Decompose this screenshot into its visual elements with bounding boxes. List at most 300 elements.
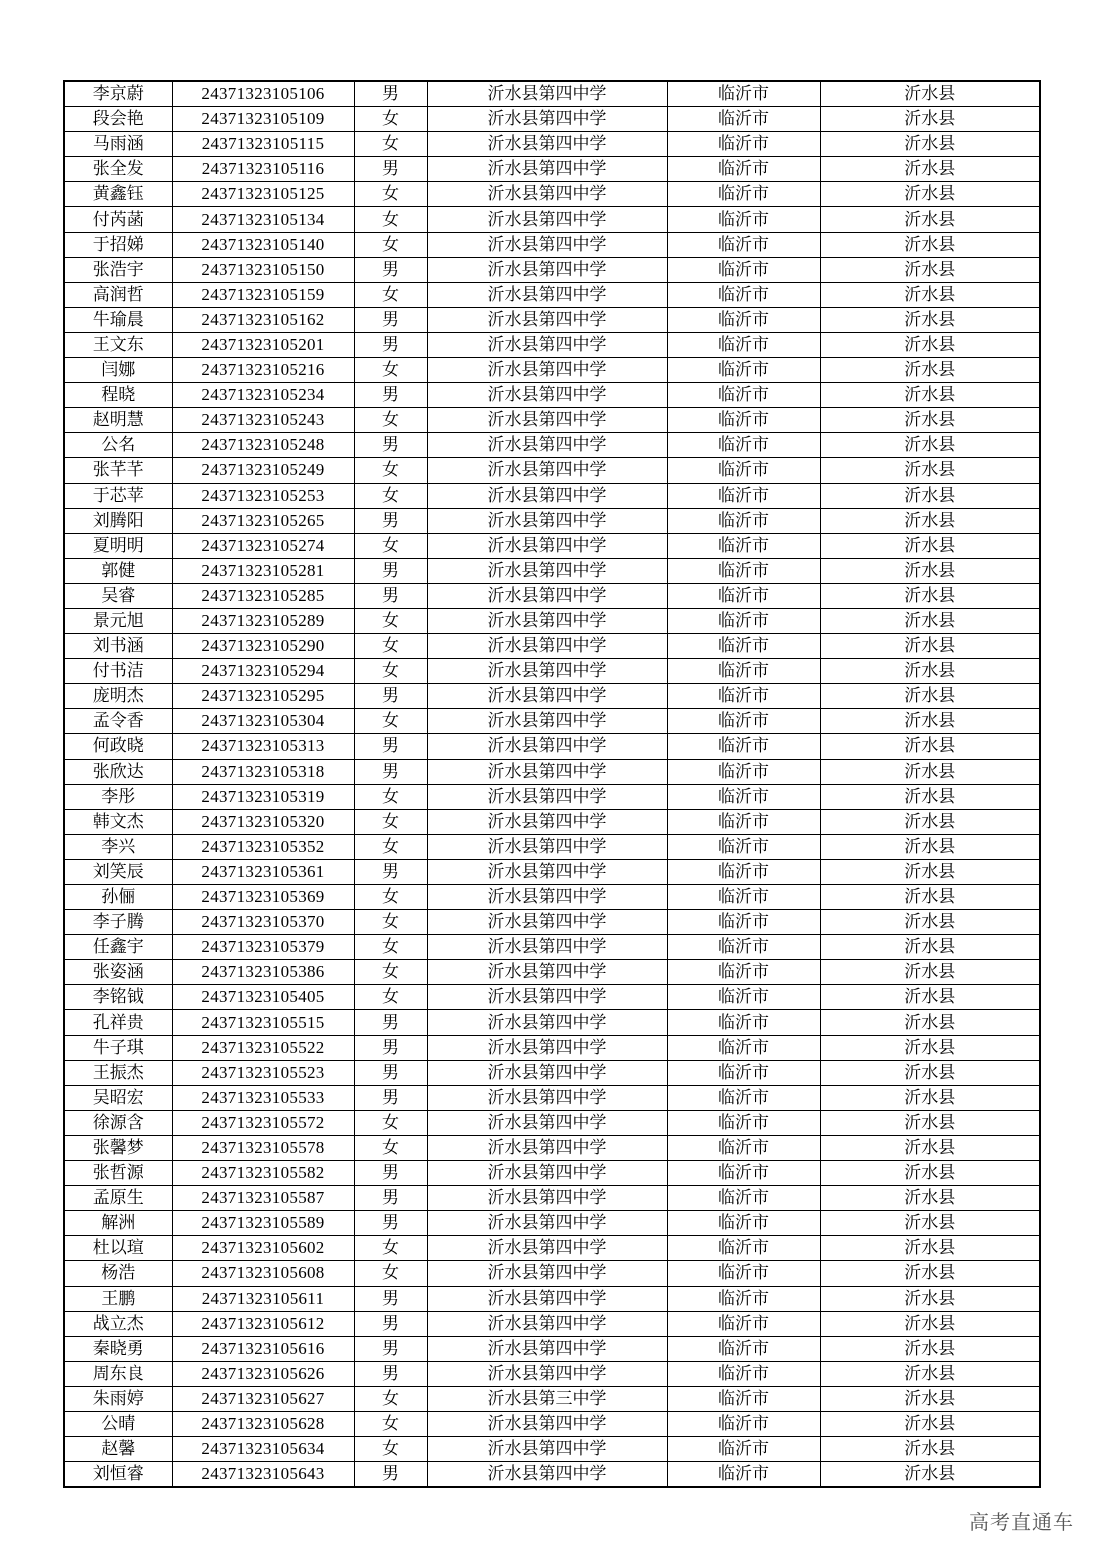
cell-gender: 男 — [354, 1186, 427, 1211]
cell-exam-number: 24371323105159 — [172, 282, 354, 307]
cell-city: 临沂市 — [667, 634, 820, 659]
cell-school: 沂水县第四中学 — [427, 81, 667, 107]
table-row — [64, 1085, 1040, 1110]
cell-student-name: 孔祥贵 — [64, 1010, 172, 1035]
cell-gender: 男 — [354, 1462, 427, 1488]
cell-school: 沂水县第四中学 — [427, 558, 667, 583]
cell-exam-number: 24371323105522 — [172, 1035, 354, 1060]
cell-county: 沂水县 — [820, 157, 1040, 182]
cell-school: 沂水县第四中学 — [427, 709, 667, 734]
cell-city: 临沂市 — [667, 1261, 820, 1286]
cell-city: 临沂市 — [667, 207, 820, 232]
cell-exam-number: 24371323105352 — [172, 834, 354, 859]
cell-city: 临沂市 — [667, 784, 820, 809]
cell-exam-number: 24371323105140 — [172, 232, 354, 257]
cell-county: 沂水县 — [820, 408, 1040, 433]
table-row — [64, 232, 1040, 257]
cell-gender: 男 — [354, 558, 427, 583]
cell-gender: 男 — [354, 1161, 427, 1186]
cell-exam-number: 24371323105294 — [172, 659, 354, 684]
cell-county: 沂水县 — [820, 859, 1040, 884]
cell-exam-number: 24371323105608 — [172, 1261, 354, 1286]
cell-student-name: 韩文杰 — [64, 809, 172, 834]
cell-city: 临沂市 — [667, 483, 820, 508]
cell-school: 沂水县第四中学 — [427, 684, 667, 709]
cell-gender: 男 — [354, 583, 427, 608]
cell-exam-number: 24371323105515 — [172, 1010, 354, 1035]
cell-school: 沂水县第四中学 — [427, 634, 667, 659]
cell-school: 沂水县第四中学 — [427, 1010, 667, 1035]
table-row — [64, 157, 1040, 182]
cell-gender: 男 — [354, 859, 427, 884]
cell-student-name: 李京蔚 — [64, 81, 172, 107]
table-row — [64, 408, 1040, 433]
cell-county: 沂水县 — [820, 1336, 1040, 1361]
cell-gender: 女 — [354, 533, 427, 558]
cell-city: 临沂市 — [667, 1110, 820, 1135]
cell-county: 沂水县 — [820, 960, 1040, 985]
cell-gender: 男 — [354, 1311, 427, 1336]
table-row — [64, 659, 1040, 684]
cell-city: 临沂市 — [667, 458, 820, 483]
cell-exam-number: 24371323105289 — [172, 608, 354, 633]
cell-gender: 男 — [354, 157, 427, 182]
cell-county: 沂水县 — [820, 307, 1040, 332]
cell-city: 临沂市 — [667, 232, 820, 257]
cell-exam-number: 24371323105523 — [172, 1060, 354, 1085]
cell-gender: 女 — [354, 207, 427, 232]
cell-city: 临沂市 — [667, 307, 820, 332]
cell-school: 沂水县第四中学 — [427, 458, 667, 483]
table-row — [64, 885, 1040, 910]
cell-school: 沂水县第四中学 — [427, 734, 667, 759]
cell-exam-number: 24371323105405 — [172, 985, 354, 1010]
cell-city: 临沂市 — [667, 1010, 820, 1035]
cell-county: 沂水县 — [820, 684, 1040, 709]
cell-school: 沂水县第四中学 — [427, 910, 667, 935]
cell-gender: 女 — [354, 1411, 427, 1436]
cell-school: 沂水县第四中学 — [427, 232, 667, 257]
cell-student-name: 刘笑辰 — [64, 859, 172, 884]
cell-county: 沂水县 — [820, 383, 1040, 408]
cell-city: 临沂市 — [667, 157, 820, 182]
cell-exam-number: 24371323105265 — [172, 508, 354, 533]
table-row — [64, 483, 1040, 508]
cell-city: 临沂市 — [667, 132, 820, 157]
table-row — [64, 1336, 1040, 1361]
cell-school: 沂水县第四中学 — [427, 1161, 667, 1186]
cell-county: 沂水县 — [820, 332, 1040, 357]
cell-student-name: 于招娣 — [64, 232, 172, 257]
cell-county: 沂水县 — [820, 1110, 1040, 1135]
cell-school: 沂水县第四中学 — [427, 383, 667, 408]
cell-student-name: 战立杰 — [64, 1311, 172, 1336]
cell-city: 临沂市 — [667, 709, 820, 734]
cell-county: 沂水县 — [820, 784, 1040, 809]
table-row — [64, 132, 1040, 157]
table-row — [64, 1110, 1040, 1135]
table-row — [64, 1361, 1040, 1386]
cell-exam-number: 24371323105319 — [172, 784, 354, 809]
cell-city: 临沂市 — [667, 734, 820, 759]
cell-exam-number: 24371323105361 — [172, 859, 354, 884]
table-row — [64, 1311, 1040, 1336]
cell-exam-number: 24371323105234 — [172, 383, 354, 408]
cell-school: 沂水县第四中学 — [427, 282, 667, 307]
cell-school: 沂水县第四中学 — [427, 408, 667, 433]
cell-school: 沂水县第四中学 — [427, 759, 667, 784]
cell-student-name: 张浩宇 — [64, 257, 172, 282]
cell-county: 沂水县 — [820, 182, 1040, 207]
cell-student-name: 刘书涵 — [64, 634, 172, 659]
cell-school: 沂水县第四中学 — [427, 1035, 667, 1060]
cell-county: 沂水县 — [820, 1035, 1040, 1060]
cell-student-name: 付书洁 — [64, 659, 172, 684]
cell-student-name: 张姿涵 — [64, 960, 172, 985]
cell-exam-number: 24371323105320 — [172, 809, 354, 834]
cell-county: 沂水县 — [820, 734, 1040, 759]
cell-exam-number: 24371323105643 — [172, 1462, 354, 1488]
cell-gender: 女 — [354, 985, 427, 1010]
table-row — [64, 81, 1040, 107]
cell-county: 沂水县 — [820, 1411, 1040, 1436]
cell-county: 沂水县 — [820, 458, 1040, 483]
cell-exam-number: 24371323105116 — [172, 157, 354, 182]
cell-gender: 女 — [354, 1261, 427, 1286]
cell-school: 沂水县第四中学 — [427, 1135, 667, 1160]
cell-city: 临沂市 — [667, 1211, 820, 1236]
cell-exam-number: 24371323105587 — [172, 1186, 354, 1211]
cell-city: 临沂市 — [667, 1311, 820, 1336]
cell-gender: 女 — [354, 784, 427, 809]
cell-county: 沂水县 — [820, 558, 1040, 583]
table-row — [64, 1135, 1040, 1160]
cell-student-name: 周东良 — [64, 1361, 172, 1386]
cell-school: 沂水县第四中学 — [427, 207, 667, 232]
cell-gender: 女 — [354, 282, 427, 307]
cell-gender: 男 — [354, 1085, 427, 1110]
cell-gender: 女 — [354, 809, 427, 834]
table-row — [64, 107, 1040, 132]
cell-student-name: 任鑫宇 — [64, 935, 172, 960]
cell-city: 临沂市 — [667, 910, 820, 935]
cell-school: 沂水县第四中学 — [427, 1060, 667, 1085]
cell-exam-number: 24371323105611 — [172, 1286, 354, 1311]
cell-school: 沂水县第四中学 — [427, 433, 667, 458]
table-row — [64, 1286, 1040, 1311]
cell-county: 沂水县 — [820, 583, 1040, 608]
cell-gender: 女 — [354, 834, 427, 859]
cell-city: 临沂市 — [667, 107, 820, 132]
cell-student-name: 杨浩 — [64, 1261, 172, 1286]
table-row — [64, 1186, 1040, 1211]
cell-student-name: 李兴 — [64, 834, 172, 859]
cell-county: 沂水县 — [820, 107, 1040, 132]
cell-gender: 女 — [354, 358, 427, 383]
cell-county: 沂水县 — [820, 1462, 1040, 1488]
cell-city: 临沂市 — [667, 960, 820, 985]
cell-school: 沂水县第四中学 — [427, 608, 667, 633]
cell-gender: 男 — [354, 734, 427, 759]
cell-county: 沂水县 — [820, 659, 1040, 684]
cell-county: 沂水县 — [820, 1135, 1040, 1160]
cell-city: 临沂市 — [667, 1336, 820, 1361]
cell-county: 沂水县 — [820, 1161, 1040, 1186]
cell-exam-number: 24371323105106 — [172, 81, 354, 107]
cell-student-name: 徐源含 — [64, 1110, 172, 1135]
cell-student-name: 景元旭 — [64, 608, 172, 633]
cell-county: 沂水县 — [820, 834, 1040, 859]
table-row — [64, 910, 1040, 935]
cell-county: 沂水县 — [820, 608, 1040, 633]
cell-school: 沂水县第四中学 — [427, 1411, 667, 1436]
table-row — [64, 257, 1040, 282]
cell-student-name: 李彤 — [64, 784, 172, 809]
cell-school: 沂水县第四中学 — [427, 583, 667, 608]
table-row — [64, 1411, 1040, 1436]
cell-school: 沂水县第四中学 — [427, 508, 667, 533]
cell-city: 临沂市 — [667, 1286, 820, 1311]
cell-gender: 男 — [354, 383, 427, 408]
table-row — [64, 1261, 1040, 1286]
cell-county: 沂水县 — [820, 1236, 1040, 1261]
cell-city: 临沂市 — [667, 1035, 820, 1060]
cell-student-name: 马雨涵 — [64, 132, 172, 157]
cell-city: 临沂市 — [667, 1161, 820, 1186]
cell-school: 沂水县第四中学 — [427, 659, 667, 684]
cell-student-name: 牛瑜晨 — [64, 307, 172, 332]
cell-school: 沂水县第四中学 — [427, 257, 667, 282]
cell-city: 临沂市 — [667, 433, 820, 458]
cell-exam-number: 24371323105616 — [172, 1336, 354, 1361]
cell-city: 临沂市 — [667, 608, 820, 633]
cell-city: 临沂市 — [667, 834, 820, 859]
cell-city: 临沂市 — [667, 1135, 820, 1160]
cell-city: 临沂市 — [667, 1462, 820, 1488]
cell-county: 沂水县 — [820, 1186, 1040, 1211]
table-row — [64, 458, 1040, 483]
cell-gender: 女 — [354, 107, 427, 132]
cell-student-name: 付芮菡 — [64, 207, 172, 232]
cell-school: 沂水县第四中学 — [427, 1462, 667, 1488]
cell-school: 沂水县第四中学 — [427, 834, 667, 859]
cell-student-name: 孙俪 — [64, 885, 172, 910]
cell-school: 沂水县第四中学 — [427, 935, 667, 960]
cell-county: 沂水县 — [820, 1437, 1040, 1462]
cell-city: 临沂市 — [667, 659, 820, 684]
cell-exam-number: 24371323105626 — [172, 1361, 354, 1386]
cell-city: 临沂市 — [667, 358, 820, 383]
cell-city: 临沂市 — [667, 859, 820, 884]
cell-gender: 女 — [354, 910, 427, 935]
cell-gender: 女 — [354, 885, 427, 910]
cell-county: 沂水县 — [820, 1386, 1040, 1411]
cell-city: 临沂市 — [667, 1236, 820, 1261]
table-row — [64, 433, 1040, 458]
cell-student-name: 秦晓勇 — [64, 1336, 172, 1361]
table-row — [64, 985, 1040, 1010]
cell-school: 沂水县第四中学 — [427, 1085, 667, 1110]
cell-city: 临沂市 — [667, 1386, 820, 1411]
cell-student-name: 王文东 — [64, 332, 172, 357]
cell-school: 沂水县第四中学 — [427, 132, 667, 157]
table-row — [64, 734, 1040, 759]
cell-student-name: 刘恒睿 — [64, 1462, 172, 1488]
cell-student-name: 解洲 — [64, 1211, 172, 1236]
cell-gender: 女 — [354, 1110, 427, 1135]
cell-county: 沂水县 — [820, 935, 1040, 960]
cell-exam-number: 24371323105274 — [172, 533, 354, 558]
cell-city: 临沂市 — [667, 583, 820, 608]
cell-city: 临沂市 — [667, 257, 820, 282]
cell-exam-number: 24371323105313 — [172, 734, 354, 759]
cell-county: 沂水县 — [820, 985, 1040, 1010]
cell-exam-number: 24371323105150 — [172, 257, 354, 282]
cell-county: 沂水县 — [820, 759, 1040, 784]
table-row — [64, 1010, 1040, 1035]
table-row — [64, 332, 1040, 357]
cell-student-name: 孟原生 — [64, 1186, 172, 1211]
cell-county: 沂水县 — [820, 1361, 1040, 1386]
table-row — [64, 207, 1040, 232]
cell-county: 沂水县 — [820, 634, 1040, 659]
cell-gender: 男 — [354, 1010, 427, 1035]
cell-gender: 女 — [354, 132, 427, 157]
student-roster-table — [63, 80, 1041, 1488]
table-row — [64, 834, 1040, 859]
table-row — [64, 709, 1040, 734]
cell-student-name: 高润哲 — [64, 282, 172, 307]
cell-county: 沂水县 — [820, 1311, 1040, 1336]
cell-gender: 女 — [354, 182, 427, 207]
cell-county: 沂水县 — [820, 1085, 1040, 1110]
cell-gender: 男 — [354, 759, 427, 784]
cell-exam-number: 24371323105627 — [172, 1386, 354, 1411]
cell-gender: 女 — [354, 458, 427, 483]
cell-school: 沂水县第四中学 — [427, 1186, 667, 1211]
cell-county: 沂水县 — [820, 358, 1040, 383]
cell-exam-number: 24371323105243 — [172, 408, 354, 433]
cell-school: 沂水县第四中学 — [427, 332, 667, 357]
cell-gender: 女 — [354, 634, 427, 659]
cell-school: 沂水县第四中学 — [427, 1211, 667, 1236]
cell-county: 沂水县 — [820, 1211, 1040, 1236]
cell-county: 沂水县 — [820, 533, 1040, 558]
cell-county: 沂水县 — [820, 885, 1040, 910]
cell-student-name: 赵明慧 — [64, 408, 172, 433]
table-row — [64, 960, 1040, 985]
cell-school: 沂水县第四中学 — [427, 483, 667, 508]
cell-exam-number: 24371323105379 — [172, 935, 354, 960]
cell-exam-number: 24371323105295 — [172, 684, 354, 709]
cell-gender: 男 — [354, 81, 427, 107]
cell-student-name: 郭健 — [64, 558, 172, 583]
cell-student-name: 庞明杰 — [64, 684, 172, 709]
cell-gender: 男 — [354, 1336, 427, 1361]
table-row — [64, 358, 1040, 383]
cell-gender: 女 — [354, 408, 427, 433]
cell-exam-number: 24371323105578 — [172, 1135, 354, 1160]
cell-school: 沂水县第四中学 — [427, 1311, 667, 1336]
table-row — [64, 1035, 1040, 1060]
cell-student-name: 张芊芊 — [64, 458, 172, 483]
cell-gender: 女 — [354, 709, 427, 734]
cell-exam-number: 24371323105582 — [172, 1161, 354, 1186]
table-row — [64, 1161, 1040, 1186]
cell-student-name: 李子腾 — [64, 910, 172, 935]
table-row — [64, 935, 1040, 960]
cell-school: 沂水县第四中学 — [427, 1286, 667, 1311]
cell-city: 临沂市 — [667, 1437, 820, 1462]
cell-exam-number: 24371323105201 — [172, 332, 354, 357]
cell-gender: 男 — [354, 257, 427, 282]
cell-gender: 男 — [354, 332, 427, 357]
cell-student-name: 闫娜 — [64, 358, 172, 383]
cell-exam-number: 24371323105290 — [172, 634, 354, 659]
cell-city: 临沂市 — [667, 759, 820, 784]
cell-school: 沂水县第三中学 — [427, 1386, 667, 1411]
cell-county: 沂水县 — [820, 1060, 1040, 1085]
roster-body — [64, 81, 1040, 1487]
table-row — [64, 859, 1040, 884]
cell-student-name: 段会艳 — [64, 107, 172, 132]
cell-city: 临沂市 — [667, 684, 820, 709]
cell-exam-number: 24371323105115 — [172, 132, 354, 157]
cell-city: 临沂市 — [667, 182, 820, 207]
cell-city: 临沂市 — [667, 1060, 820, 1085]
cell-city: 临沂市 — [667, 1411, 820, 1436]
table-row — [64, 759, 1040, 784]
cell-exam-number: 24371323105628 — [172, 1411, 354, 1436]
table-row — [64, 1236, 1040, 1261]
cell-school: 沂水县第四中学 — [427, 1437, 667, 1462]
cell-school: 沂水县第四中学 — [427, 784, 667, 809]
cell-student-name: 何政晓 — [64, 734, 172, 759]
cell-exam-number: 24371323105386 — [172, 960, 354, 985]
cell-gender: 男 — [354, 508, 427, 533]
cell-student-name: 孟令香 — [64, 709, 172, 734]
cell-exam-number: 24371323105612 — [172, 1311, 354, 1336]
cell-city: 临沂市 — [667, 533, 820, 558]
cell-county: 沂水县 — [820, 1261, 1040, 1286]
table-row — [64, 508, 1040, 533]
table-row — [64, 583, 1040, 608]
cell-exam-number: 24371323105572 — [172, 1110, 354, 1135]
cell-county: 沂水县 — [820, 1010, 1040, 1035]
cell-school: 沂水县第四中学 — [427, 985, 667, 1010]
cell-gender: 男 — [354, 307, 427, 332]
cell-school: 沂水县第四中学 — [427, 1261, 667, 1286]
cell-exam-number: 24371323105369 — [172, 885, 354, 910]
cell-student-name: 吴睿 — [64, 583, 172, 608]
watermark-text: 高考直通车 — [969, 1510, 1074, 1534]
cell-student-name: 张哲源 — [64, 1161, 172, 1186]
cell-city: 临沂市 — [667, 1085, 820, 1110]
cell-gender: 女 — [354, 1236, 427, 1261]
cell-county: 沂水县 — [820, 282, 1040, 307]
cell-gender: 男 — [354, 1060, 427, 1085]
cell-student-name: 公晴 — [64, 1411, 172, 1436]
cell-school: 沂水县第四中学 — [427, 107, 667, 132]
cell-student-name: 刘腾阳 — [64, 508, 172, 533]
cell-city: 临沂市 — [667, 508, 820, 533]
table-row — [64, 608, 1040, 633]
cell-gender: 女 — [354, 1437, 427, 1462]
cell-student-name: 王振杰 — [64, 1060, 172, 1085]
cell-school: 沂水县第四中学 — [427, 533, 667, 558]
cell-exam-number: 24371323105125 — [172, 182, 354, 207]
cell-gender: 女 — [354, 1386, 427, 1411]
